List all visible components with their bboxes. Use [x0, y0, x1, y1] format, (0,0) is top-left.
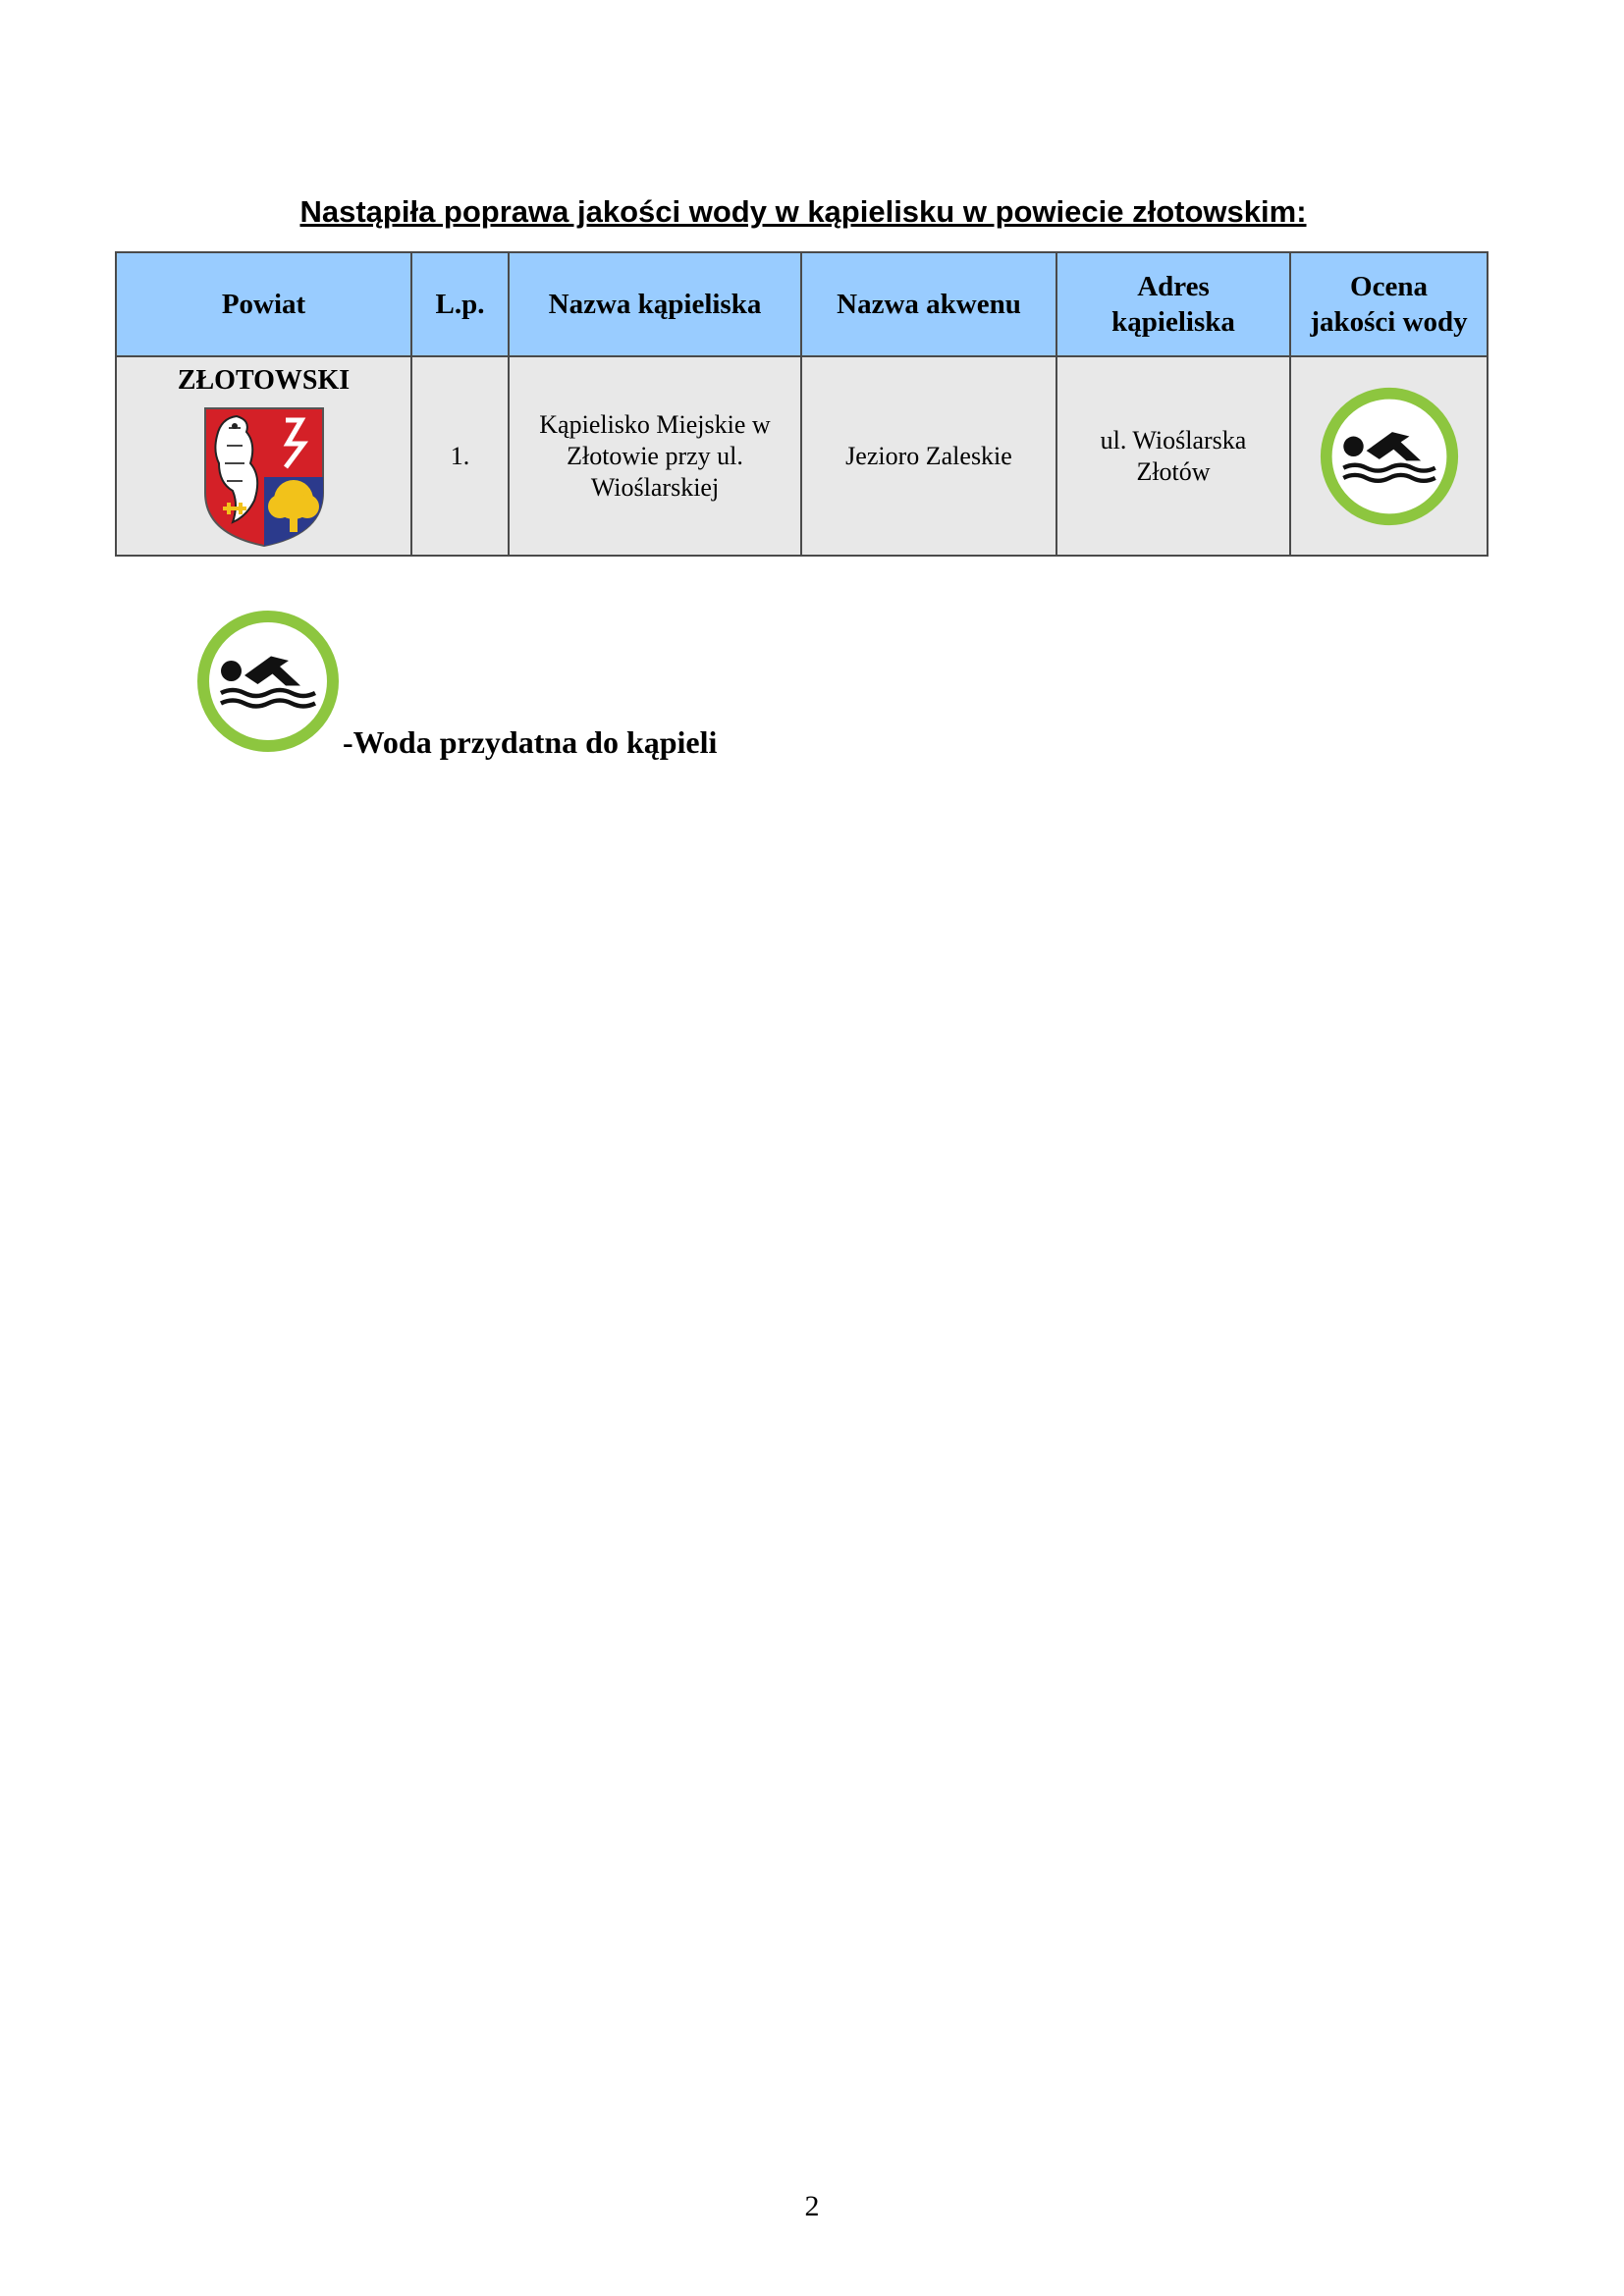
swimming-allowed-icon — [194, 608, 342, 755]
nazwa-line1: Kąpielisko Miejskie w — [539, 409, 771, 439]
adres-line1: ul. Wioślarska — [1100, 425, 1247, 454]
page-title: Nastąpiła poprawa jakości wody w kąpielisku w powiecie złotowskim: — [299, 194, 1307, 229]
cell-powiat — [116, 356, 411, 556]
table-header-row — [116, 252, 1488, 356]
cell-nazwa-akwenu: Jezioro Zaleskie — [801, 356, 1056, 556]
adres-line2: Złotów — [1136, 456, 1211, 486]
swimming-allowed-icon — [1318, 385, 1461, 528]
table-row — [116, 356, 1488, 556]
nazwa-line2: Złotowie przy ul. — [567, 441, 743, 470]
bathing-sites-table — [115, 251, 1489, 557]
header-lp: L.p. — [411, 252, 509, 356]
header-ocena-line2: jakości wody — [1310, 306, 1468, 338]
header-nazwa-kapieliska: Nazwa kąpieliska — [509, 252, 801, 356]
header-powiat: Powiat — [116, 252, 411, 356]
legend-text: -Woda przydatna do kąpieli — [343, 724, 718, 760]
coat-of-arms-icon — [203, 406, 325, 548]
header-adres — [1056, 252, 1290, 356]
page-number: 2 — [804, 2190, 820, 2222]
nazwa-line3: Wioślarskiej — [590, 472, 720, 502]
header-ocena — [1290, 252, 1488, 356]
cell-lp: 1. — [411, 356, 509, 556]
cell-adres — [1056, 356, 1290, 556]
header-adres-line2: kąpieliska — [1111, 306, 1235, 338]
header-ocena-line1: Ocena — [1350, 271, 1428, 302]
header-nazwa-akwenu: Nazwa akwenu — [801, 252, 1056, 356]
cell-nazwa-kapieliska — [509, 356, 801, 556]
powiat-name: ZŁOTOWSKI — [177, 364, 351, 396]
cell-ocena — [1290, 356, 1488, 556]
header-adres-line1: Adres — [1137, 271, 1210, 302]
